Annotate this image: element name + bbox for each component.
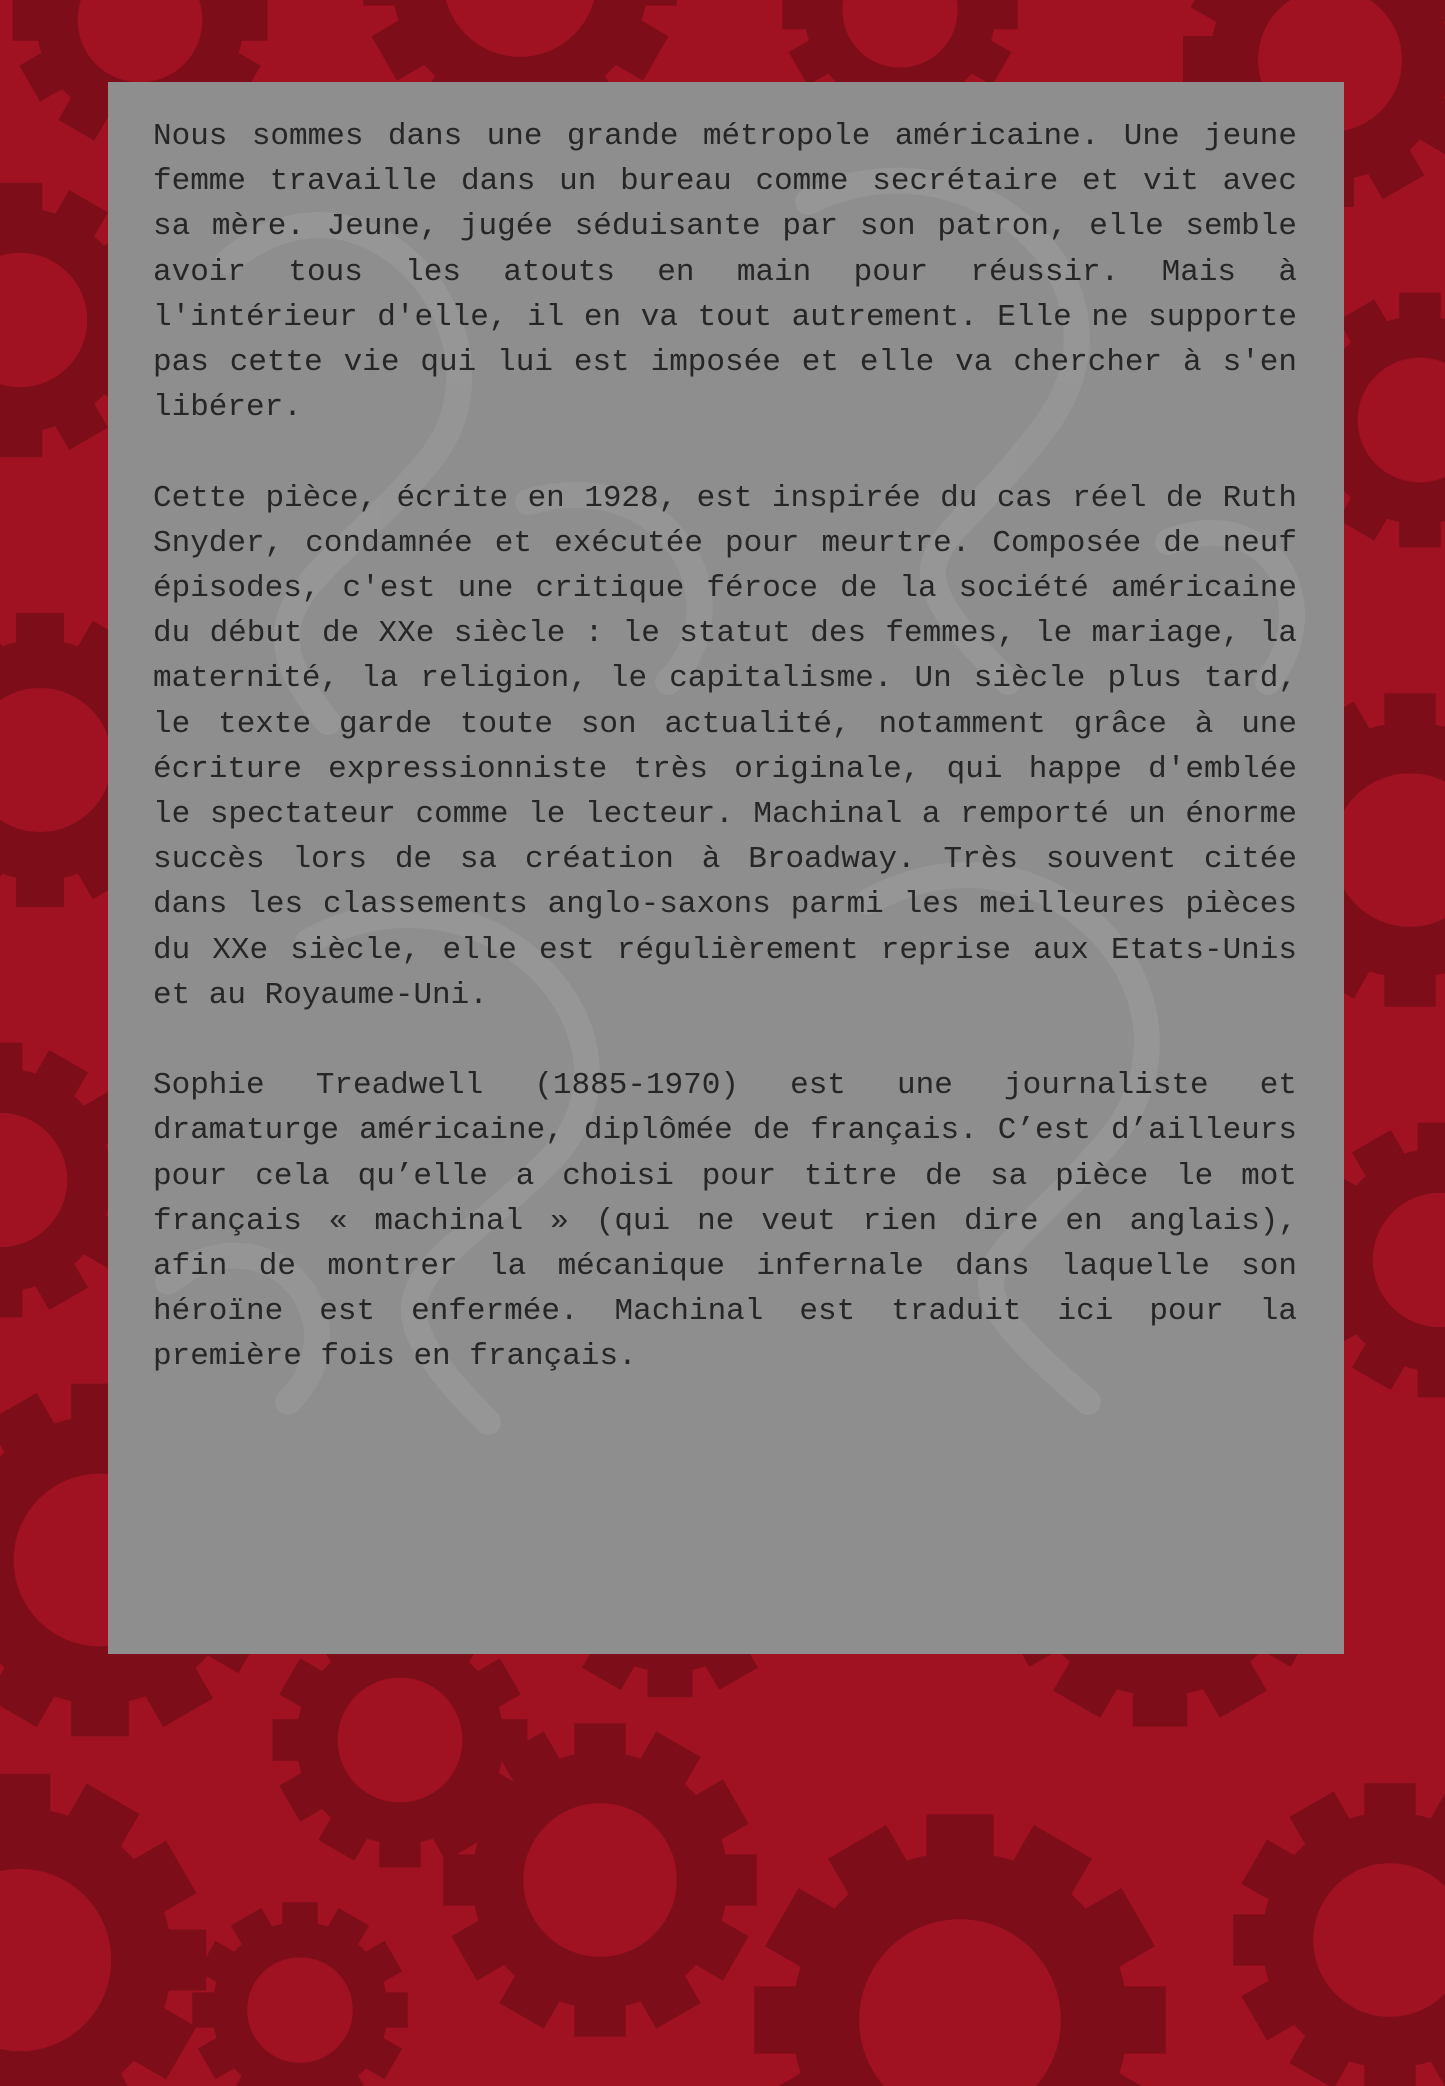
author-bio-paragraph: Sophie Treadwell (1885-1970) est une journaliste et dramaturge américaine, diplômée de français. C’est d’ailleurs pour cela qu’elle a choisi pour titre de sa pièce le mot français « machinal » (qui ne veut rien dire en anglais), afin de montrer la mécanique infernale dans laquelle son héroïne est enfermée. Machinal est traduit ici pour la première fois en français. <box>153 1068 1297 1375</box>
synopsis-paragraph: Nous sommes dans une grande métropole américaine. Une jeune femme travaille dans un bureau comme secrétaire et vit avec sa mère. Jeune, jugée séduisante par son patron, elle semble avoir tous les atouts en main pour réussir. Mais à l'intérieur d'elle, il en va tout autrement. Elle ne supporte pas cette vie qui lui est imposée et elle va chercher à s'en libérer. <box>153 119 1297 426</box>
back-cover-text-panel <box>108 82 1344 1654</box>
context-paragraph: Cette pièce, écrite en 1928, est inspirée du cas réel de Ruth Snyder, condamnée et exécutée pour meurtre. Composée de neuf épisodes, c'est une critique féroce de la société américaine du début de XXe siècle : le statut des femmes, le mariage, la maternité, la religion, le capitalisme. Un siècle plus tard, le texte garde toute son actualité, notamment grâce à une écriture expressionniste très originale, qui happe d'emblée le spectateur comme le lecteur. Machinal a remporté un énorme succès lors de sa création à Broadway. Très souvent citée dans les classements anglo-saxons parmi les meilleures pièces du XXe siècle, elle est régulièrement reprise aux Etats-Unis et au Royaume-Uni. <box>153 480 1297 1013</box>
